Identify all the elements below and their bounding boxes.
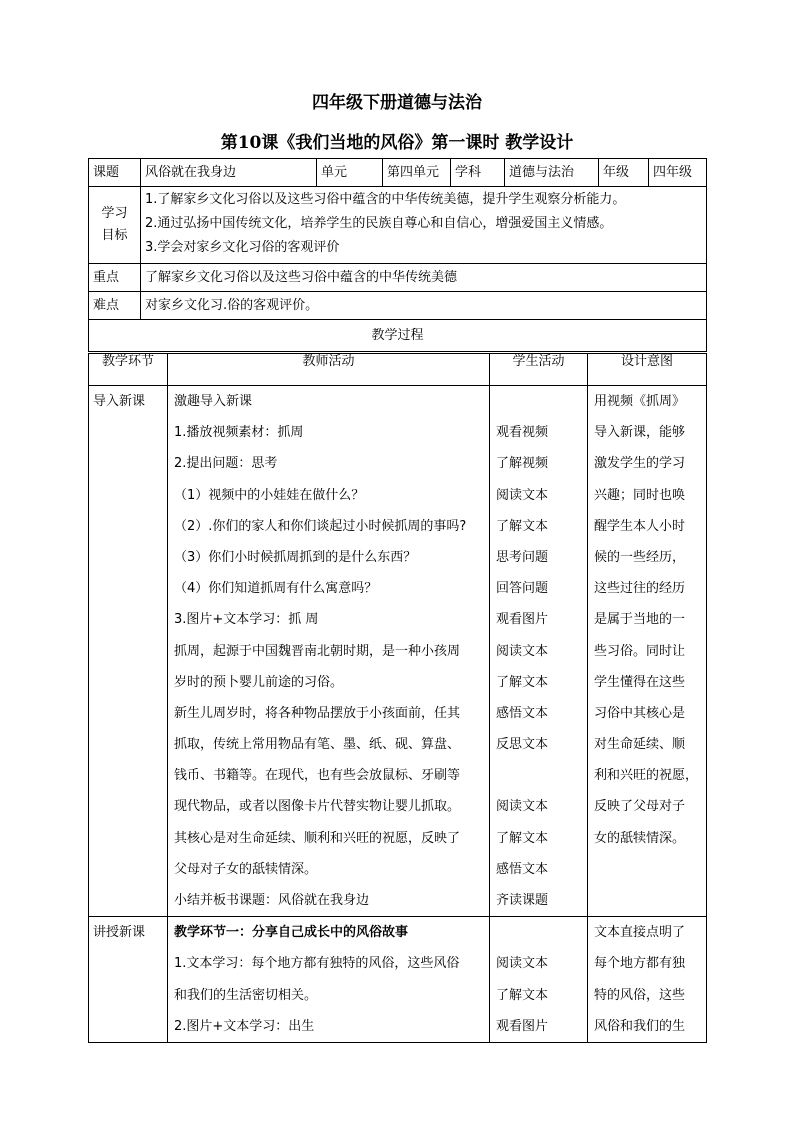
difficulty-value: 对家乡文化习.俗的客观评价。 (141, 292, 707, 320)
goals-row (89, 187, 707, 264)
teacher-line: 岁时的预卜婴儿前途的习俗。 (174, 674, 344, 690)
teacher-line: 教学环节一：分享自己成长中的风俗故事 (174, 925, 409, 941)
intent-line: 文本直接点明了 (594, 925, 686, 941)
intent-line: 用视频《抓周》 (594, 394, 686, 409)
student-line: 了解文本 (496, 987, 549, 1003)
key-point-label: 重点 (89, 264, 141, 292)
student-activity-intro (490, 386, 588, 917)
header-intent: 设计意图 (588, 354, 707, 386)
teacher-line: 激趣导入新课 (174, 394, 253, 409)
student-line: 观看视频 (496, 425, 549, 441)
document-title: 四年级下册道德与法治 (312, 93, 482, 113)
teacher-line: （3）你们小时候抓周抓到的是什么东西？ (174, 549, 417, 565)
intent-line: 每个地方都有独 (594, 956, 686, 972)
goal-item: 1.了解家乡文化习俗以及这些习俗中蕴含的中华传统美德，提升学生观察分析能力。 (145, 192, 626, 207)
student-line: 阅读文本 (496, 487, 549, 503)
header-stage: 教学环节 (89, 354, 168, 386)
intent-line: 对生命延续、顺 (594, 737, 686, 753)
student-line (496, 760, 583, 791)
intent-line: 导入新课，能够 (594, 425, 686, 441)
student-line: 了解文本 (496, 830, 549, 846)
student-line: 阅读文本 (496, 956, 549, 972)
process-header-row (89, 354, 707, 386)
goals-list (141, 187, 707, 264)
student-line: 齐读课题 (496, 893, 549, 908)
section-teach-row (89, 917, 707, 1043)
intent-line: 些习俗。同时让 (594, 643, 686, 659)
intent-line: 女的舐犊情深。 (594, 830, 686, 846)
student-line: 观看图片 (496, 1018, 549, 1034)
key-point-value: 了解家乡文化习俗以及这些习俗中蕴含的中华传统美德 (141, 264, 707, 292)
teacher-line: 其核心是对生命延续、顺利和兴旺的祝愿，反映了 (174, 830, 461, 846)
teacher-line: 1.播放视频素材：抓周 (174, 425, 304, 441)
goal-item: 2.通过弘扬中国传统文化，培养学生的民族自尊心和自信心，增强爱国主义情感。 (145, 216, 613, 231)
student-line: 阅读文本 (496, 643, 549, 659)
grade-value: 四年级 (649, 159, 707, 187)
intent-line: 反映了父母对子 (594, 799, 686, 815)
student-line: 阅读文本 (496, 799, 549, 815)
student-line: 观看图片 (496, 612, 549, 628)
teacher-line: 1.文本学习：每个地方都有独特的风俗，这些风俗 (174, 956, 460, 972)
intent-line: 兴趣；同时也唤 (594, 487, 686, 503)
intent-line: 激发学生的学习 (594, 456, 686, 472)
grade-label: 年级 (599, 159, 649, 187)
student-line: 反思文本 (496, 737, 549, 753)
difficulty-row (89, 292, 707, 320)
student-line: 感悟文本 (496, 861, 549, 877)
student-line: 思考问题 (496, 549, 549, 565)
process-table (88, 353, 707, 1043)
stage-intro (89, 386, 168, 917)
unit-value: 第四单元 (383, 159, 451, 187)
stage-teach (89, 917, 168, 1043)
teacher-line: 小结并板书课题：风俗就在我身边 (174, 893, 370, 908)
stage-label: 导入新课 (93, 394, 146, 409)
intent-line: 候的一些经历， (594, 549, 686, 565)
header-student: 学生活动 (490, 354, 588, 386)
intent-line: 风俗和我们的生 (594, 1018, 686, 1034)
teacher-line: 钱币、书籍等。在现代，也有些会放鼠标、牙刷等 (174, 768, 461, 784)
subject-label: 学科 (451, 159, 505, 187)
stage-label: 讲授新课 (93, 925, 146, 941)
header-teacher: 教师活动 (168, 354, 490, 386)
teacher-line: 抓取，传统上常用物品有笔、墨、纸、砚、算盘、 (174, 737, 461, 753)
intent-line: 这些过往的经历 (594, 581, 686, 597)
intent-line: 学生懂得在这些 (594, 674, 686, 690)
teacher-line: 和我们的生活密切相关。 (174, 987, 318, 1003)
info-table (88, 158, 707, 352)
goal-item: 3.学会对家乡文化习俗的客观评价 (145, 240, 340, 255)
intent-line: 利和兴旺的祝愿， (594, 768, 699, 784)
teacher-line: （2）.你们的家人和你们谈起过小时候抓周的事吗? (174, 518, 467, 534)
teacher-line: 3.图片+文本学习：抓 周 (174, 612, 319, 628)
teacher-line: 新生儿周岁时，将各种物品摆放于小孩面前，任其 (174, 705, 461, 721)
student-line (496, 386, 583, 417)
section-intro-row (89, 386, 707, 917)
goals-label-line-2: 目标 (101, 228, 128, 243)
student-line: 了解视频 (496, 456, 549, 472)
subject-value: 道德与法治 (505, 159, 599, 187)
topic-value: 风俗就在我身边 (141, 159, 317, 187)
process-title-row (89, 320, 707, 352)
teacher-line: （1）视频中的小娃娃在做什么？ (174, 487, 365, 503)
topic-row (89, 159, 707, 187)
student-line: 感悟文本 (496, 705, 549, 721)
process-title: 教学过程 (89, 320, 707, 352)
teacher-line: 现代物品，或者以图像卡片代替实物让婴儿抓取。 (174, 799, 461, 815)
intent-line: 醒学生本人小时 (594, 518, 686, 534)
document-subtitle: 第10课《我们当地的风俗》第一课时 教学设计 (220, 133, 574, 153)
student-line: 了解文本 (496, 674, 549, 690)
key-point-row (89, 264, 707, 292)
student-line (496, 917, 583, 948)
topic-label: 课题 (89, 159, 141, 187)
design-intent-intro (588, 386, 707, 917)
teacher-line: （4）你们知道抓周有什么寓意吗？ (174, 581, 378, 597)
intent-line: 特的风俗，这些 (594, 987, 686, 1003)
intent-line: 是属于当地的一 (594, 612, 686, 628)
intent-line: 习俗中其核心是 (594, 705, 686, 721)
teacher-line: 2.图片+文本学习：出生 (174, 1018, 315, 1034)
teacher-activity-teach (168, 917, 490, 1043)
student-activity-teach (490, 917, 588, 1043)
design-intent-teach (588, 917, 707, 1043)
teacher-line: 父母对子女的舐犊情深。 (174, 861, 318, 877)
teacher-line: 2.提出问题：思考 (174, 456, 278, 472)
student-line: 了解文本 (496, 518, 549, 534)
student-line: 回答问题 (496, 581, 549, 597)
difficulty-label: 难点 (89, 292, 141, 320)
goals-label-line-1: 学习 (101, 206, 128, 221)
goals-label (89, 187, 141, 264)
teacher-activity-intro (168, 386, 490, 917)
teacher-line: 抓周，起源于中国魏晋南北朝时期，是一种小孩周 (174, 643, 461, 659)
unit-label: 单元 (317, 159, 383, 187)
